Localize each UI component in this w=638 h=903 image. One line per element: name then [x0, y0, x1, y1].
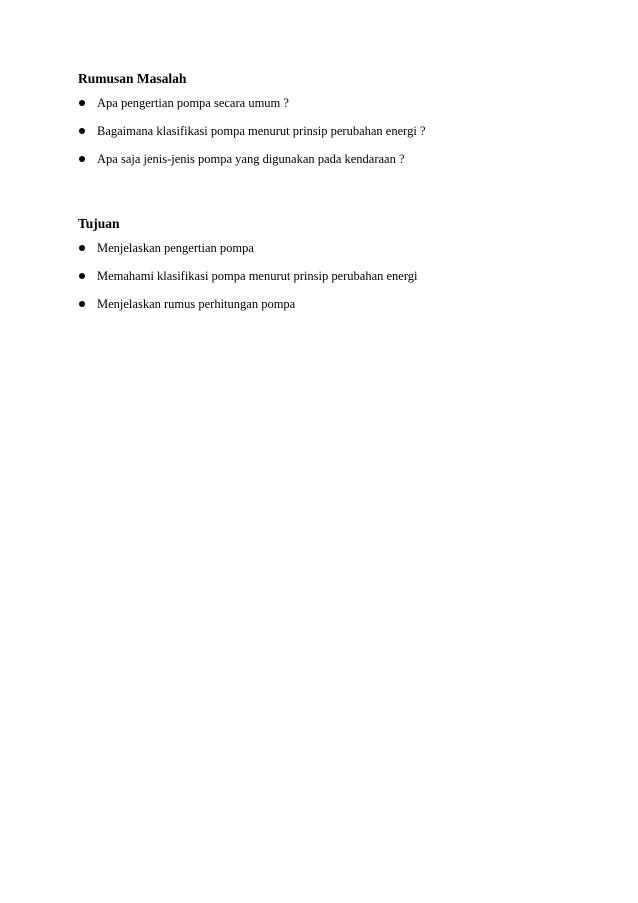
list-item: [78, 151, 558, 167]
list-item-text: Menjelaskan pengertian pompa: [97, 241, 254, 255]
list-item: [78, 268, 558, 284]
bullet-icon: [79, 301, 85, 307]
bullet-icon: [79, 273, 85, 279]
list-item-text: Memahami klasifikasi pompa menurut prinsip perubahan energi: [97, 269, 418, 283]
list-item: [78, 95, 558, 111]
bullet-icon: [79, 245, 85, 251]
bullet-icon: [79, 100, 85, 106]
list-item-text: Apa saja jenis-jenis pompa yang digunakan pada kendaraan ?: [97, 152, 405, 166]
section-tujuan: [78, 215, 558, 324]
section-heading: Rumusan Masalah: [78, 71, 187, 86]
list-item: [78, 123, 558, 139]
list-item: [78, 240, 558, 256]
bullet-icon: [79, 128, 85, 134]
section-rumusan-masalah: [78, 70, 558, 179]
list-item: [78, 296, 558, 312]
bullet-icon: [79, 156, 85, 162]
list-item-text: Menjelaskan rumus perhitungan pompa: [97, 297, 296, 311]
bullet-list: [78, 240, 558, 312]
list-item-text: Bagaimana klasifikasi pompa menurut prinsip perubahan energi ?: [97, 124, 426, 138]
section-heading: Tujuan: [78, 216, 120, 231]
list-item-text: Apa pengertian pompa secara umum ?: [97, 96, 289, 110]
bullet-list: [78, 95, 558, 167]
